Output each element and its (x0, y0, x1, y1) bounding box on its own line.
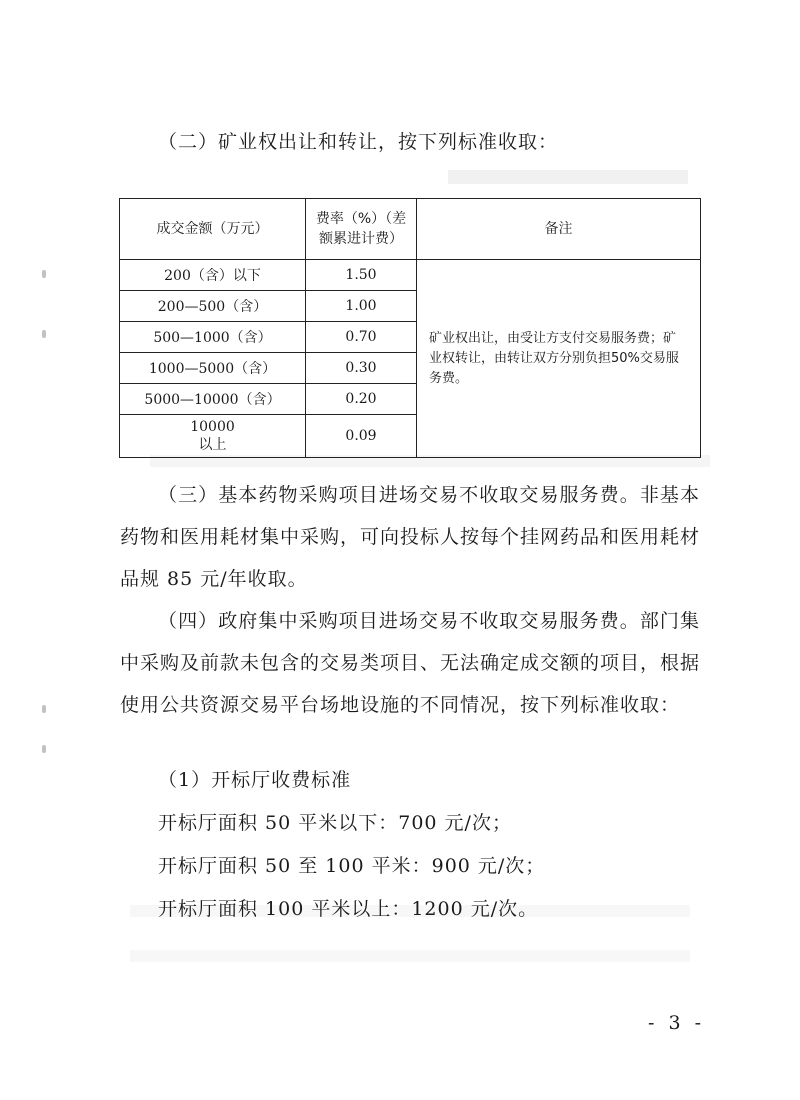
table-header-row (120, 199, 701, 260)
bid-hall-item: 开标厅面积 50 至 100 平米：900 元/次； (158, 855, 546, 877)
edge-mark (42, 745, 46, 753)
cell-amount-line2: 以上 (198, 437, 227, 453)
cell-amount: 1000—5000（含） (120, 353, 306, 384)
bleed-through-mark (130, 950, 690, 962)
edge-mark (42, 705, 46, 713)
cell-amount: 200（含）以下 (120, 260, 306, 291)
edge-mark (42, 330, 46, 338)
cell-rate: 0.30 (306, 353, 417, 384)
bid-hall-item: 开标厅面积 100 平米以上：1200 元/次。 (158, 898, 539, 920)
cell-rate: 0.20 (306, 384, 417, 415)
cell-amount: 5000—10000（含） (120, 384, 306, 415)
bid-hall-item: 开标厅面积 50 平米以下：700 元/次； (158, 812, 512, 834)
paragraph-essential-drugs: （三）基本药物采购项目进场交易不收取交易服务费。非基本药物和医用耗材集中采购，可向投标人按每个挂网药品和医用耗材品规 85 元/年收取。 (120, 484, 701, 590)
cell-amount: 500—1000（含） (120, 322, 306, 353)
header-rate-line1: 费率（%）（差 (315, 211, 407, 227)
page-number: - 3 - (648, 1012, 706, 1034)
section-heading-mining-rights: （二）矿业权出让和转让，按下列标准收取： (158, 131, 559, 153)
cell-amount-line1: 10000 (190, 419, 235, 435)
cell-rate: 1.00 (306, 291, 417, 322)
bleed-through-mark (448, 170, 688, 184)
header-amount: 成交金额（万元） (120, 199, 306, 260)
edge-mark (42, 270, 46, 278)
cell-amount (120, 415, 306, 458)
header-rate-line2: 额累进计费） (319, 231, 403, 247)
header-rate (306, 199, 417, 260)
bid-hall-title: （1）开标厅收费标准 (158, 769, 352, 791)
table-row (120, 260, 701, 291)
header-note: 备注 (417, 199, 701, 260)
cell-rate: 1.50 (306, 260, 417, 291)
cell-note: 矿业权出让，由受让方支付交易服务费；矿业权转让，由转让双方分别负担50%交易服务费。 (417, 260, 701, 458)
cell-rate: 0.09 (306, 415, 417, 458)
fee-rate-table (119, 198, 701, 458)
paragraph-government-procurement: （四）政府集中采购项目进场交易不收取交易服务费。部门集中采购及前款未包含的交易类项目、无法确定成交额的项目，根据使用公共资源交易平台场地设施的不同情况，按下列标准收取： (120, 610, 701, 716)
cell-rate: 0.70 (306, 322, 417, 353)
cell-amount: 200—500（含） (120, 291, 306, 322)
